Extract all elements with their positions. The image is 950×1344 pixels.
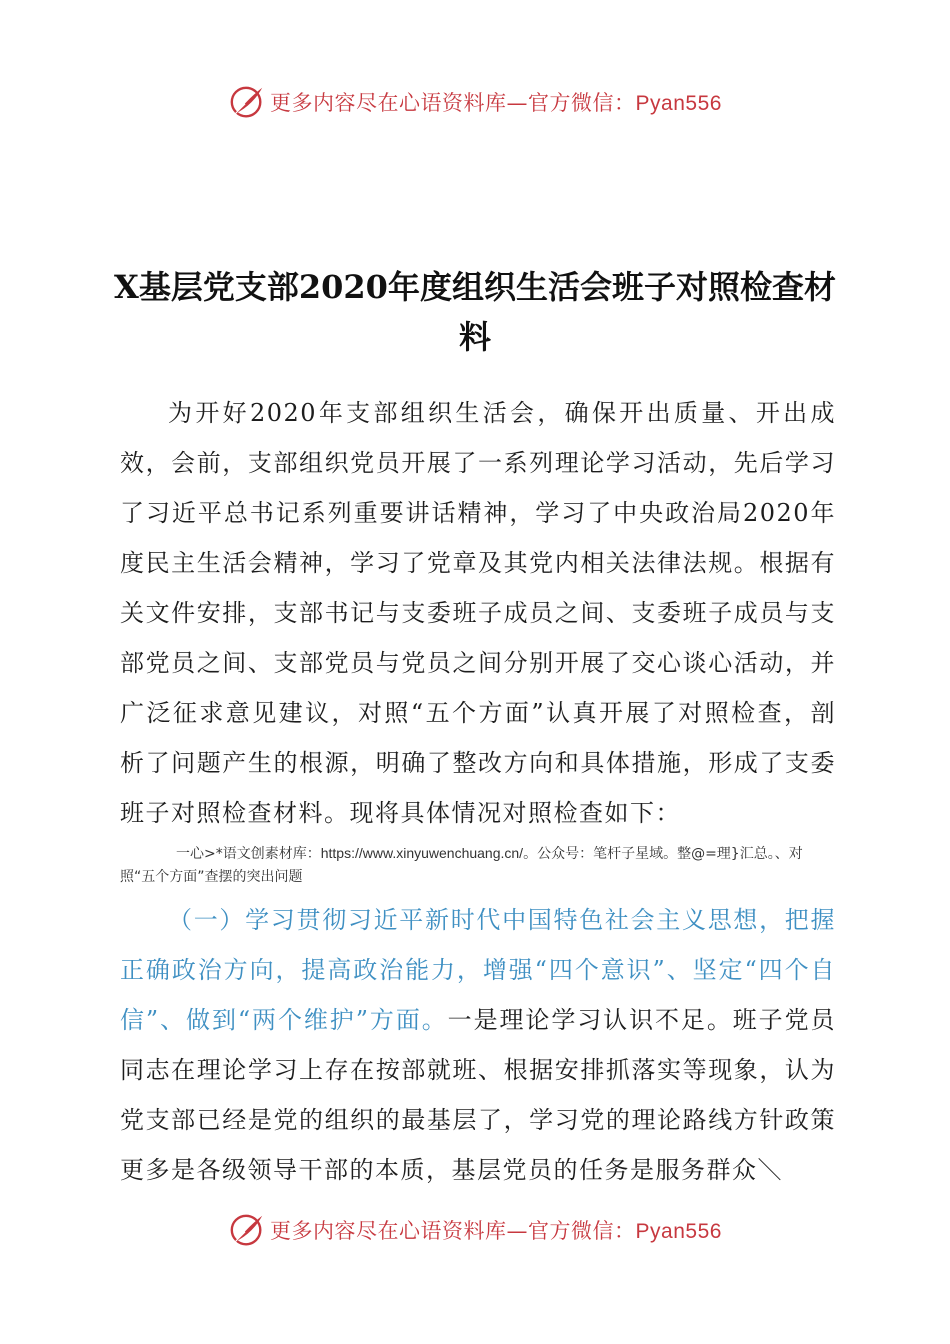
- source-note: 一心>*语文创素材库：https://www.xinyuwenchuang.cn/。公众号：笔杆子星域。整@=理}汇总。、对照“五个方面”查摆的突出问题: [120, 845, 803, 885]
- quill-logo-icon: [228, 1211, 266, 1249]
- section-1-heading: （一）学习贯彻习近平新时代中国特色社会主义思想，把握正确政治方向，提高政治能力，增强“四个意识”、坚定“四个自信”、做到“两个维护”方面。: [120, 906, 836, 1034]
- footer-banner: [0, 1208, 950, 1252]
- header-banner: [0, 80, 950, 124]
- section-1-text: 一是理论学习认识不足。班子党员同志在理论学习上存在按部就班、根据安排抓落实等现象，认为党支部已经是党的组织的最基层了，学习党的理论路线方针政策更多是各级领导干部的本质，基层党员的任务是服务群众＼: [120, 1006, 836, 1184]
- wechat-id: Pyan556: [635, 1220, 722, 1243]
- wechat-id: Pyan556: [635, 92, 722, 115]
- quill-logo-icon: [228, 83, 266, 121]
- document-body: [120, 388, 836, 1195]
- banner-text: 更多内容尽在心语资料库—官方微信：Pyan556: [270, 1219, 722, 1243]
- source-url: https://www.xinyuwenchuang.cn/: [320, 845, 524, 861]
- intro-paragraph: 为开好2020年支部组织生活会，确保开出质量、开出成效，会前，支部组织党员开展了一系列理论学习活动，先后学习了习近平总书记系列重要讲话精神，学习了中央政治局2020年度民主生活会精神，学习了党章及其党内相关法律法规。根据有关文件安排，支部书记与支委班子成员之间、支委班子成员与支部党员之间、支部党员与党员之间分别开展了交心谈心活动，并广泛征求意见建议，对照“五个方面”认真开展了对照检查，剖析了问题产生的根源，明确了整改方向和具体措施，形成了支委班子对照检查材料。现将具体情况对照检查如下：: [120, 399, 836, 827]
- document-title: X基层党支部2020年度组织生活会班子对照检查材料: [114, 268, 836, 356]
- banner-text: 更多内容尽在心语资料库—官方微信：Pyan556: [270, 91, 722, 115]
- section-1-paragraph: [120, 895, 836, 1195]
